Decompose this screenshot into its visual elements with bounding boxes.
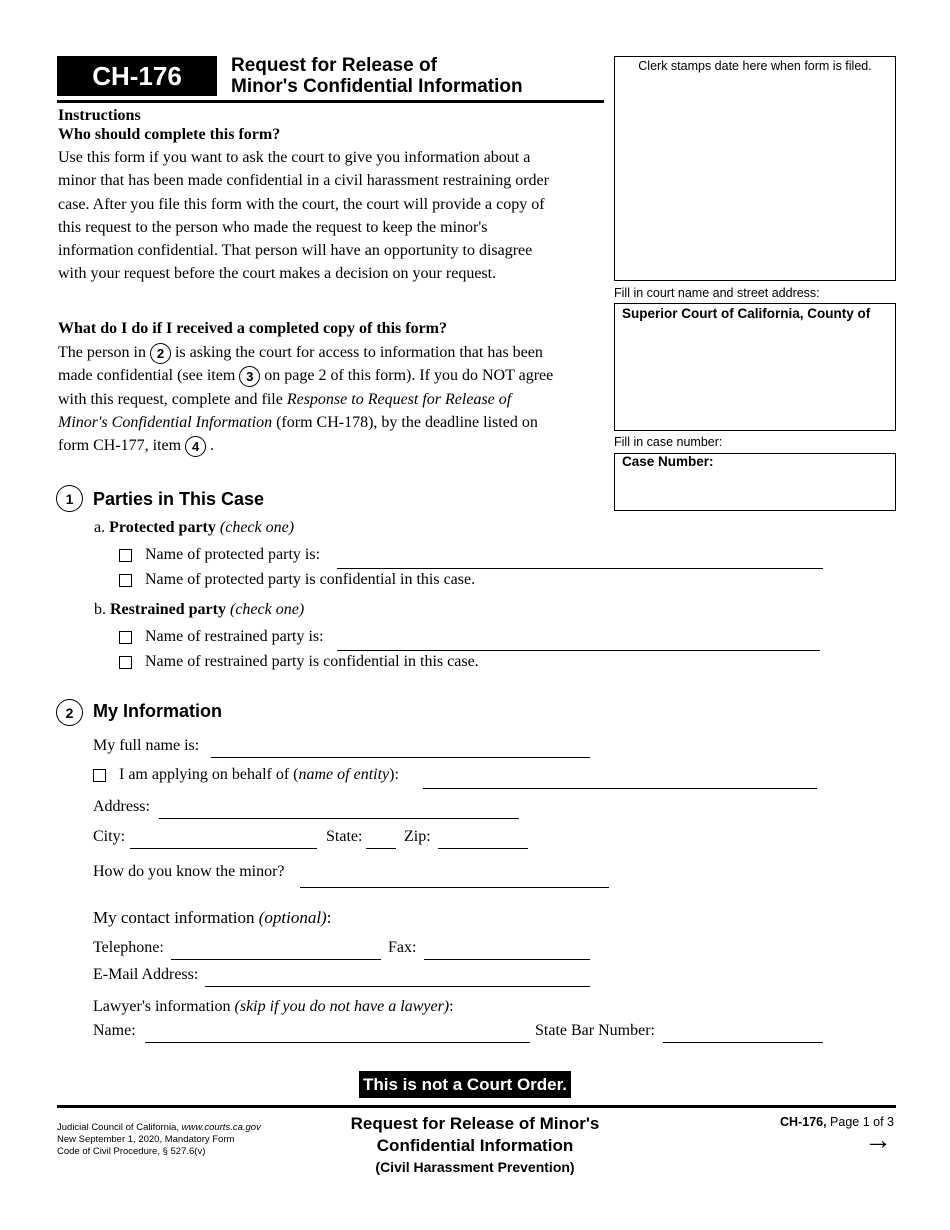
lawyer-heading-text: Lawyer's information [93,998,231,1015]
city-input[interactable] [130,848,317,849]
case-number-field[interactable] [614,453,896,511]
restrained-party-confidential-checkbox[interactable] [119,656,132,669]
section-2-title: My Information [93,701,222,721]
behalf-of-entity-label [119,766,399,784]
lawyer-skip-hint: (skip if you do not have a lawyer) [234,998,450,1015]
form-title [231,55,523,97]
para2-text: with this request, complete and file [58,390,283,408]
protected-party-name-label: Name of protected party is: [145,546,321,563]
behalf-text: I am applying on behalf of ( [119,766,299,783]
lawyer-heading-text: : [449,998,454,1015]
address-label: Address: [93,798,150,815]
state-label: State: [326,828,363,845]
section-1-title: Parties in This Case [93,489,265,509]
behalf-entity-hint: name of entity [298,766,390,783]
item-3-ref-circle: 3 [239,366,260,387]
header-rule [57,100,604,103]
protected-party-label: Protected party [109,519,216,536]
para1-line: Use this form if you want to ask the court to give you information about a [58,149,531,166]
restrained-party-name-input[interactable] [337,650,820,651]
address-input[interactable] [159,818,519,819]
state-bar-number-input[interactable] [663,1042,823,1043]
email-label: E-Mail Address: [93,966,199,983]
telephone-input[interactable] [171,959,381,960]
check-one-hint: (check one) [219,519,295,536]
restrained-party-label: Restrained party [110,601,226,618]
protected-party-confidential-checkbox[interactable] [119,574,132,587]
para1-line: case. After you file this form with the court, the court will provide a copy of [58,195,545,213]
council-name: Judicial Council of California, [57,1122,182,1133]
email-input[interactable] [205,986,590,987]
para1-line: information confidential. That person will have an opportunity to disagree [58,242,533,260]
form-ch178-title: Response to Request for Release of [286,390,512,408]
form-title-line1: Request for Release of [231,55,437,76]
restrained-party-name-label: Name of restrained party is: [145,628,324,645]
protected-party-heading [94,519,294,537]
restrained-party-confidential-label: Name of restrained party is confidential in this case. [145,653,479,670]
revision-date: New September 1, 2020, Mandatory Form [57,1134,235,1145]
protected-party-name-checkbox[interactable] [119,549,132,562]
form-number-badge: CH-176 [57,56,217,96]
behalf-of-entity-checkbox[interactable] [93,769,106,782]
restrained-party-name-checkbox[interactable] [119,631,132,644]
instructions-heading: Instructions [58,107,141,124]
council-url-link[interactable]: www.courts.ca.gov [181,1122,261,1133]
footer-title-line1: Request for Release of Minor's [350,1114,600,1133]
item-letter-a: a. [94,519,106,536]
item-letter-b: b. [94,601,106,618]
court-name-value: Superior Court of California, County of [622,306,871,321]
code-reference: Code of Civil Procedure, § 527.6(v) [57,1146,206,1157]
para2-text: on page 2 of this form). If you do NOT agree [264,367,554,385]
item-2-ref-circle: 2 [150,343,171,364]
know-minor-label: How do you know the minor? [93,863,285,880]
para2-text: (form CH-178), by the deadline listed on [276,413,538,431]
para2-text: made confidential (see item [58,367,236,385]
lawyer-info-heading [93,998,454,1016]
case-number-value: Case Number: [622,454,714,469]
instructions-paragraph-2 [58,341,603,457]
clerk-stamp-box [614,56,896,281]
fax-label: Fax: [388,939,417,956]
check-one-hint: (check one) [229,601,305,618]
section-1-number: 1 [56,485,83,512]
footer-title-line2: Confidential Information [376,1136,574,1155]
contact-heading-text: My contact information [93,908,255,927]
full-name-input[interactable] [211,757,590,758]
contact-heading-text: : [326,908,332,927]
para2-text: . [210,437,215,455]
full-name-label: My full name is: [93,737,200,754]
telephone-label: Telephone: [93,939,164,956]
section-2-number: 2 [56,699,83,726]
zip-label: Zip: [404,828,431,845]
footer-title [300,1113,650,1177]
optional-hint: (optional) [258,908,327,927]
page-number: Page 1 of 3 [826,1115,894,1129]
lawyer-name-label: Name: [93,1022,136,1039]
contact-info-heading [93,908,331,928]
para2-text: form CH-177, item [58,437,182,455]
entity-name-input[interactable] [423,788,817,789]
instructions-paragraph-1 [58,146,603,286]
city-label: City: [93,828,126,845]
next-page-arrow-icon[interactable]: → [864,1124,892,1155]
footer-form-number: CH-176, [780,1115,827,1129]
para2-text: is asking the court for access to information that has been [174,344,543,361]
lawyer-name-input[interactable] [145,1042,530,1043]
fax-input[interactable] [424,959,590,960]
para1-line: this request to the person who made the request to keep the minor's [58,218,488,236]
footer-subtitle: (Civil Harassment Prevention) [375,1159,575,1175]
para2-text: The person in [58,344,146,361]
not-court-order-banner: This is not a Court Order. [359,1071,571,1098]
protected-party-name-input[interactable] [337,568,823,569]
restrained-party-heading [94,601,304,619]
received-copy-heading: What do I do if I received a completed copy of this form? [58,320,447,337]
footer-rule [57,1105,896,1108]
protected-party-confidential-label: Name of protected party is confidential in this case. [145,571,476,588]
footer-left [57,1122,261,1158]
form-title-line2: Minor's Confidential Information [231,76,523,97]
state-input[interactable] [366,848,396,849]
para1-line: with your request before the court makes a decision on your request. [58,265,497,283]
zip-input[interactable] [438,848,528,849]
behalf-text: ): [389,766,399,783]
form-ch178-title: Minor's Confidential Information [58,413,273,431]
who-should-complete-heading: Who should complete this form? [58,126,281,143]
case-number-label: Fill in case number: [614,435,723,449]
para1-line: minor that has been made confidential in a civil harassment restraining order [58,172,549,190]
court-box-label: Fill in court name and street address: [614,286,820,300]
know-minor-input[interactable] [300,887,609,888]
state-bar-number-label: State Bar Number: [535,1022,655,1039]
item-4-ref-circle: 4 [185,436,206,457]
clerk-stamp-label: Clerk stamps date here when form is filed. [638,59,872,73]
court-name-field[interactable] [614,303,896,431]
